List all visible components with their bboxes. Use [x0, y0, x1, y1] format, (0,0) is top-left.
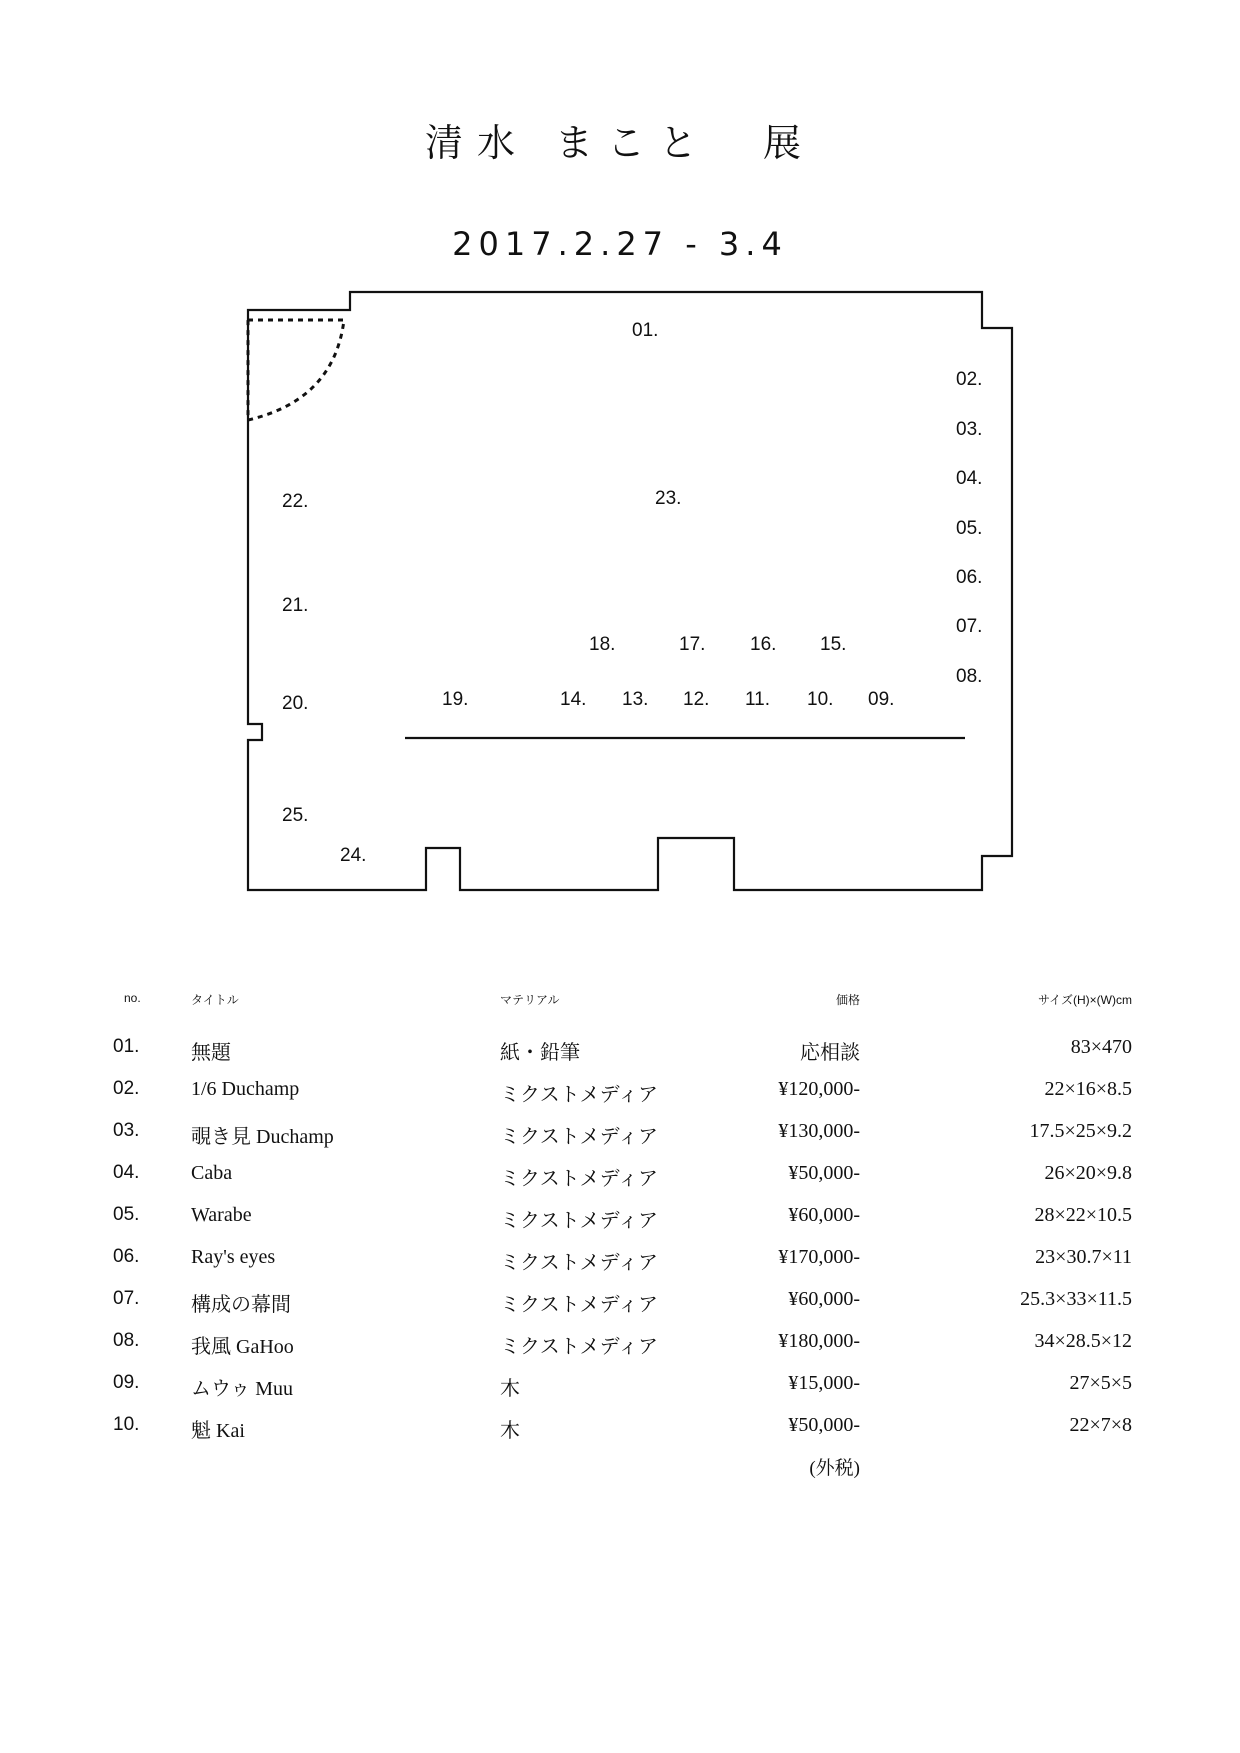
spot-13: 13. — [622, 689, 649, 710]
artwork-size: 25.3×33×11.5 — [1020, 1288, 1132, 1310]
artwork-material: 紙・鉛筆 — [500, 1042, 580, 1064]
header-material: マテリアル — [500, 993, 560, 1007]
artwork-size: 28×22×10.5 — [1034, 1204, 1132, 1226]
artwork-no: 01. — [113, 1036, 140, 1057]
gallery-walls — [248, 292, 1012, 890]
artwork-no: 10. — [113, 1414, 140, 1435]
artwork-price: ¥170,000- — [778, 1246, 860, 1268]
artwork-no: 04. — [113, 1162, 140, 1183]
artwork-material: ミクストメディア — [500, 1294, 658, 1316]
artwork-title: Warabe — [191, 1204, 252, 1226]
artwork-size: 23×30.7×11 — [1035, 1246, 1132, 1268]
artwork-size: 34×28.5×12 — [1034, 1330, 1132, 1352]
spot-25: 25. — [282, 805, 309, 826]
artwork-no: 06. — [113, 1246, 140, 1267]
spot-24: 24. — [340, 845, 367, 866]
spot-21: 21. — [282, 595, 309, 616]
artwork-material: 木 — [500, 1378, 520, 1400]
artwork-title: 無題 — [191, 1042, 231, 1064]
artwork-title: 1/6 Duchamp — [191, 1078, 300, 1100]
artwork-no: 02. — [113, 1078, 140, 1099]
spot-11: 11. — [745, 689, 771, 710]
header-price: 価格 — [835, 993, 860, 1007]
artwork-row — [0, 1036, 1240, 1078]
spot-03: 03. — [956, 419, 983, 440]
header-no: no. — [124, 991, 141, 1005]
exhibition-dates: 2017.2.27 - 3.4 — [452, 225, 788, 263]
artwork-material: 木 — [500, 1420, 520, 1442]
artwork-size: 83×470 — [1070, 1036, 1132, 1058]
artwork-row — [0, 1288, 1240, 1330]
spot-09: 09. — [868, 689, 895, 710]
spot-05: 05. — [956, 518, 983, 539]
artwork-size: 26×20×9.8 — [1044, 1162, 1132, 1184]
artwork-price: 応相談 — [800, 1042, 860, 1064]
artwork-price: ¥60,000- — [788, 1204, 860, 1226]
header-title: タイトル — [191, 993, 239, 1007]
artwork-no: 09. — [113, 1372, 140, 1393]
artwork-row — [0, 1414, 1240, 1456]
spot-08: 08. — [956, 666, 983, 687]
artwork-title: ムウゥ Muu — [191, 1378, 293, 1400]
tax-note: (外税) — [809, 1458, 860, 1479]
spot-01: 01. — [632, 320, 659, 341]
artwork-price: ¥50,000- — [788, 1162, 860, 1184]
spot-17: 17. — [679, 634, 706, 655]
spot-20: 20. — [282, 693, 309, 714]
spot-15: 15. — [820, 634, 847, 655]
spot-12: 12. — [683, 689, 710, 710]
exhibition-title: 清水 まこと 展 — [424, 121, 816, 165]
artwork-size: 17.5×25×9.2 — [1029, 1120, 1132, 1142]
spot-19: 19. — [442, 689, 469, 710]
artwork-material: ミクストメディア — [500, 1126, 658, 1148]
floor-plan — [230, 280, 1030, 900]
artwork-price: ¥120,000- — [778, 1078, 860, 1100]
spot-10: 10. — [807, 689, 834, 710]
artwork-row — [0, 1246, 1240, 1288]
door-swing — [248, 320, 344, 420]
artwork-title: Caba — [191, 1162, 233, 1184]
spot-02: 02. — [956, 369, 983, 390]
spot-06: 06. — [956, 567, 983, 588]
artwork-title: 我風 GaHoo — [191, 1336, 294, 1358]
artwork-title: Ray's eyes — [191, 1246, 276, 1268]
artwork-title: 覗き見 Duchamp — [191, 1126, 334, 1148]
artwork-no: 03. — [113, 1120, 140, 1141]
artwork-price: ¥50,000- — [788, 1414, 860, 1436]
spot-07: 07. — [956, 616, 983, 637]
artwork-size: 22×16×8.5 — [1044, 1078, 1132, 1100]
artwork-row — [0, 1372, 1240, 1414]
artwork-price: ¥130,000- — [778, 1120, 860, 1142]
artwork-row — [0, 1120, 1240, 1162]
artwork-material: ミクストメディア — [500, 1210, 658, 1232]
spot-22: 22. — [282, 491, 309, 512]
spot-14: 14. — [560, 689, 587, 710]
artwork-title: 構成の幕間 — [191, 1294, 291, 1316]
spot-18: 18. — [589, 634, 616, 655]
artwork-material: ミクストメディア — [500, 1252, 658, 1274]
floor-plan-outline — [230, 280, 1030, 900]
header-size: サイズ(H)×(W)cm — [1037, 993, 1132, 1007]
artwork-row — [0, 1204, 1240, 1246]
artwork-material: ミクストメディア — [500, 1336, 658, 1358]
artwork-row — [0, 1078, 1240, 1120]
artwork-size: 22×7×8 — [1069, 1414, 1132, 1436]
artwork-row — [0, 1330, 1240, 1372]
artwork-no: 05. — [113, 1204, 140, 1225]
artwork-title: 魁 Kai — [191, 1420, 245, 1442]
artwork-size: 27×5×5 — [1069, 1372, 1132, 1394]
spot-16: 16. — [750, 634, 777, 655]
spot-23: 23. — [655, 488, 682, 509]
artwork-no: 08. — [113, 1330, 140, 1351]
artwork-material: ミクストメディア — [500, 1168, 658, 1190]
artwork-row — [0, 1162, 1240, 1204]
artwork-price: ¥60,000- — [788, 1288, 860, 1310]
artwork-no: 07. — [113, 1288, 140, 1309]
artwork-material: ミクストメディア — [500, 1084, 658, 1106]
artwork-price: ¥180,000- — [778, 1330, 860, 1352]
artwork-price: ¥15,000- — [788, 1372, 860, 1394]
spot-04: 04. — [956, 468, 983, 489]
